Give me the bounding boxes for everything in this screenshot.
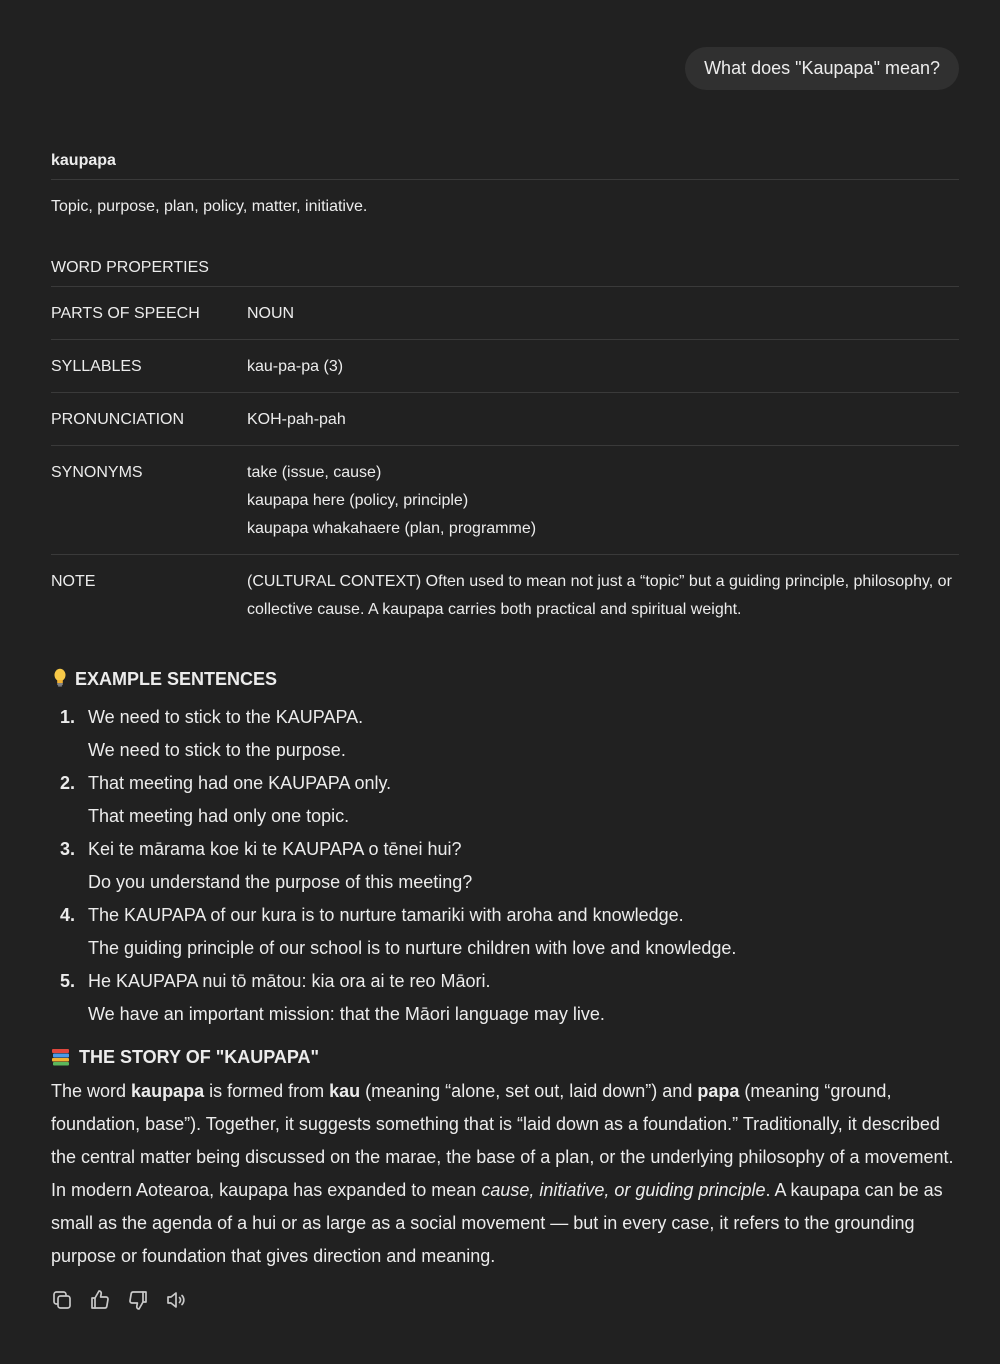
story-paragraph: The word kaupapa is formed from kau (meaning “alone, set out, laid down”) and papa (meaning “ground, foundation, base”). Together, it suggests something that is “laid down as a foundation.” Traditionally, it described the central matter being discussed on the marae, the base of a plan, or the underlying philosophy of a movement. In modern Aotearoa, kaupapa has expanded to mean cause, initiative, or guiding principle. A kaupapa can be as small as the agenda of a hui or as large as a social movement — but in every case, it refers to the grounding purpose or foundation that gives direction and meaning. — [51, 1081, 954, 1266]
lightbulb-icon — [51, 668, 69, 694]
property-value: kau-pa-pa (3) — [247, 358, 344, 375]
list-item: 5. He KAUPAPA nui tō mātou: kia ora ai te reo Māori. We have an important mission: that the Māori language may live. — [51, 965, 959, 1031]
example-translation: The guiding principle of our school is to nurture children with love and knowledge. — [88, 938, 737, 958]
example-translation: We have an important mission: that the Māori language may live. — [88, 1004, 605, 1024]
property-value-list — [247, 459, 959, 543]
property-label: SYLLABLES — [51, 358, 142, 375]
thumbs-down-icon — [126, 1288, 150, 1312]
synonym-item: kaupapa whakahaere (plan, programme) — [247, 520, 537, 537]
list-item: 3. Kei te mārama koe ki te KAUPAPA o tēnei hui? Do you understand the purpose of this meeting? — [51, 833, 959, 899]
thumbs-down-button[interactable] — [126, 1288, 150, 1312]
property-label: NOTE — [51, 573, 96, 590]
books-icon — [51, 1048, 71, 1072]
example-maori: That meeting had one KAUPAPA only. — [88, 773, 392, 793]
synonym-item: kaupapa here (policy, principle) — [247, 492, 469, 509]
synonym-item: take (issue, cause) — [247, 464, 382, 481]
word-definition: Topic, purpose, plan, policy, matter, initiative. — [51, 198, 368, 215]
word-heading: kaupapa — [51, 142, 959, 180]
example-sentences-heading: EXAMPLE SENTENCES — [51, 667, 277, 694]
example-sentence-list — [51, 701, 959, 1031]
property-row-synonyms — [51, 446, 959, 555]
example-translation: Do you understand the purpose of this meeting? — [88, 872, 473, 892]
example-maori: We need to stick to the KAUPAPA. — [88, 707, 364, 727]
property-row-pronunciation — [51, 393, 959, 446]
property-row-parts-of-speech — [51, 287, 959, 340]
property-label: PRONUNCIATION — [51, 411, 185, 428]
word-properties-heading: WORD PROPERTIES — [51, 250, 959, 287]
example-translation: We need to stick to the purpose. — [88, 740, 346, 760]
property-value: NOUN — [247, 305, 295, 322]
thumbs-up-button[interactable] — [88, 1288, 112, 1312]
list-item: 1. We need to stick to the KAUPAPA. We need to stick to the purpose. — [51, 701, 959, 767]
property-value: KOH-pah-pah — [247, 411, 346, 428]
property-row-note — [51, 555, 959, 635]
user-message-bubble: What does "Kaupapa" mean? — [685, 47, 959, 90]
example-maori: He KAUPAPA nui tō mātou: kia ora ai te reo Māori. — [88, 971, 491, 991]
read-aloud-icon — [164, 1288, 188, 1312]
list-item: 4. The KAUPAPA of our kura is to nurture tamariki with aroha and knowledge. The guiding principle of our school is to nurture children with love and knowledge. — [51, 899, 959, 965]
example-maori: Kei te mārama koe ki te KAUPAPA o tēnei hui? — [88, 839, 462, 859]
property-label: SYNONYMS — [51, 464, 143, 481]
story-heading: THE STORY OF "KAUPAPA" — [51, 1045, 319, 1072]
thumbs-up-icon — [88, 1288, 112, 1312]
property-row-syllables — [51, 340, 959, 393]
copy-button[interactable] — [50, 1288, 74, 1312]
property-label: PARTS OF SPEECH — [51, 305, 200, 322]
example-maori: The KAUPAPA of our kura is to nurture tamariki with aroha and knowledge. — [88, 905, 684, 925]
property-value: (CULTURAL CONTEXT) Often used to mean not just a “topic” but a guiding principle, philosophy, or collective cause. A kaupapa carries both practical and spiritual weight. — [247, 573, 952, 618]
read-aloud-button[interactable] — [164, 1288, 188, 1312]
copy-icon — [50, 1288, 74, 1312]
example-translation: That meeting had only one topic. — [88, 806, 350, 826]
list-item: 2. That meeting had one KAUPAPA only. That meeting had only one topic. — [51, 767, 959, 833]
